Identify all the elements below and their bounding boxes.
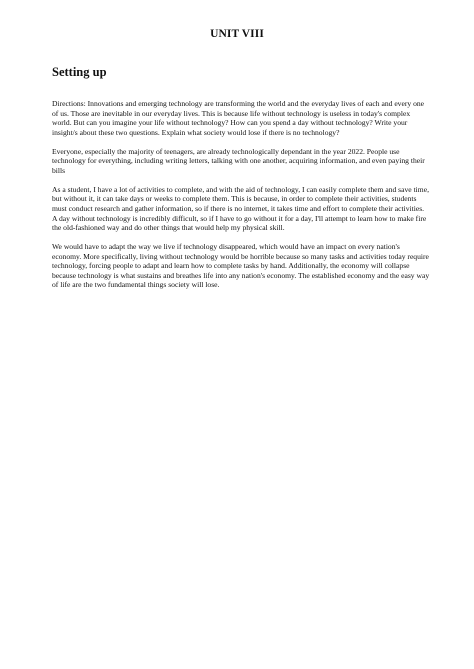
unit-title: UNIT VIII bbox=[210, 28, 264, 40]
paragraph-society-loss: We would have to adapt the way we live if technology disappeared, which would have an impact on every nation's economy. More specifically, living without technology would be horrible because so many tasks and activities today require technology, forcing people to adapt and learn how to complete tasks by hand. Additionally, the economy will collapse because technology is what sustains and breathes life into any nation's economy. The established economy and the easy way of life are the two fundamental things society will lose. bbox=[52, 242, 430, 290]
paragraph-student-activities: As a student, I have a lot of activities to complete, and with the aid of technology, I can easily complete them and save time, but without it, it can take days or weeks to complete them. This is because, in order to complete their activities, students must conduct research and gather information, so if there is no internet, it takes time and effort to complete their activities. A day without technology is incredibly difficult, so if I have to go without it for a day, I'll attempt to learn how to make fire the old-fashioned way and do other things that would help my physical skill. bbox=[52, 184, 429, 233]
paragraph-teen-dependence: Everyone, especially the majority of teenagers, are already technologically dependant in the year 2022. People use technology for everything, including writing letters, talking with one another, acquiring information, and even paying their bills bbox=[52, 146, 425, 175]
section-heading: Setting up bbox=[52, 65, 107, 79]
paragraph-directions: Directions: Innovations and emerging technology are transforming the world and the everyday lives of each and every one of us. Those are inevitable in our everyday lives. This is because life without technology is useless in today's complex world. But can you imagine your life without technology? How can you spend a day without technology? Write your insight/s about these two questions. Explain what society would lose if there is no technology? bbox=[52, 99, 425, 137]
document-body bbox=[52, 99, 430, 299]
